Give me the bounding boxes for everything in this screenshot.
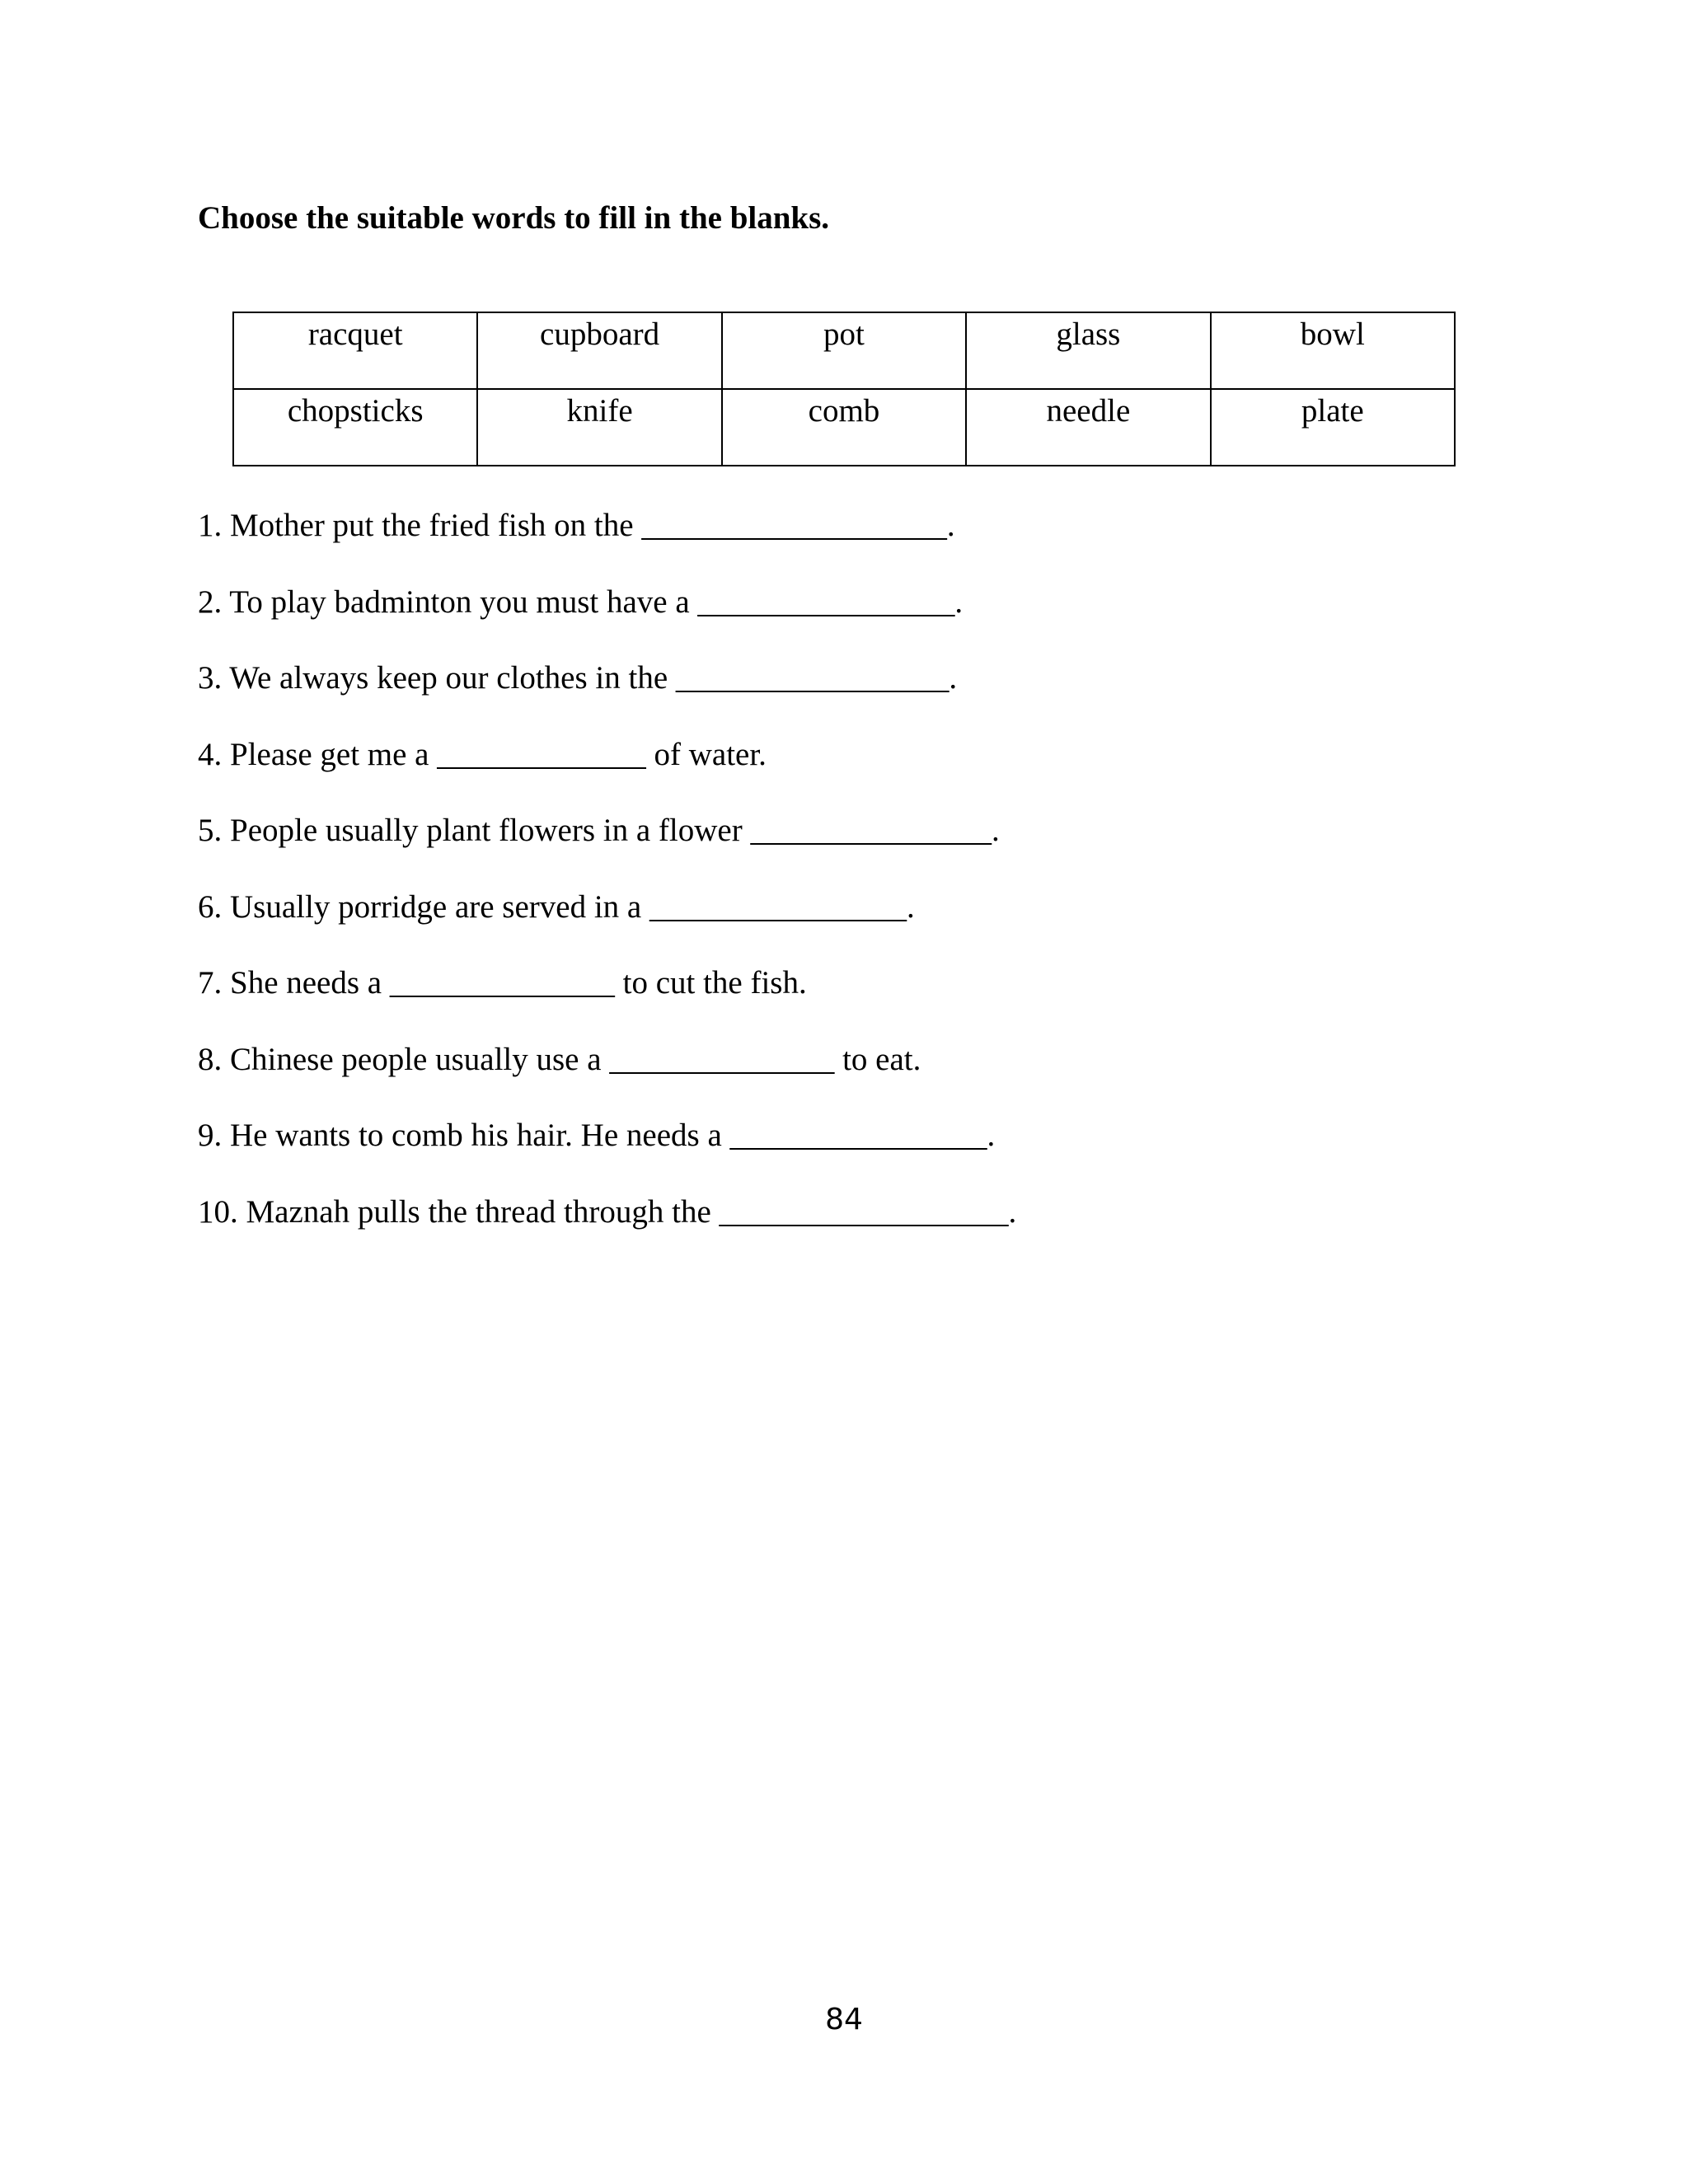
question-text-end: . — [987, 1118, 996, 1153]
question-item — [198, 582, 1016, 658]
question-text-end: . — [1008, 1193, 1017, 1230]
question-text: 8. Chinese people usually use a — [198, 1041, 610, 1077]
word-cell: pot — [722, 312, 966, 389]
question-item — [198, 1192, 1016, 1268]
word-cell: plate — [1211, 389, 1455, 466]
question-list — [198, 505, 1016, 1268]
question-item — [198, 810, 1016, 887]
word-cell: comb — [722, 389, 966, 466]
question-text-end: to cut the fish. — [614, 965, 807, 1001]
question-text: 2. To play badminton you must have a — [198, 583, 698, 620]
question-text: 1. Mother put the fried fish on the — [198, 508, 642, 543]
question-item — [198, 505, 1016, 582]
question-item — [198, 887, 1016, 963]
answer-blank[interactable]: _____________ — [437, 736, 646, 772]
question-text-end: . — [946, 508, 955, 543]
question-item — [198, 1115, 1016, 1192]
word-cell: needle — [966, 389, 1210, 466]
word-cell: chopsticks — [233, 389, 477, 466]
question-text: 7. She needs a — [198, 965, 390, 1001]
question-text-end: of water. — [645, 736, 767, 772]
question-text-end: . — [949, 660, 958, 696]
answer-blank[interactable]: ________________ — [649, 888, 907, 925]
question-text-end: . — [906, 888, 915, 925]
answer-blank[interactable]: ________________ — [729, 1118, 987, 1153]
word-box-row — [233, 389, 1455, 466]
answer-blank[interactable]: ______________ — [389, 965, 615, 1001]
page-number: 84 — [825, 2003, 863, 2036]
question-text-end: . — [991, 813, 1000, 848]
word-cell: knife — [477, 389, 721, 466]
question-text: 4. Please get me a — [198, 736, 438, 772]
answer-blank[interactable]: __________________ — [719, 1193, 1009, 1230]
question-text: 6. Usually porridge are served in a — [198, 888, 649, 925]
question-item — [198, 658, 1016, 734]
word-box-table — [232, 312, 1456, 466]
question-item — [198, 734, 1016, 811]
word-cell: glass — [966, 312, 1210, 389]
question-text: 3. We always keep our clothes in the — [198, 660, 676, 696]
word-cell: cupboard — [477, 312, 721, 389]
question-text: 10. Maznah pulls the thread through the — [198, 1193, 720, 1230]
worksheet-instructions: Choose the suitable words to fill in the blanks. — [198, 200, 830, 236]
question-text: 5. People usually plant flowers in a flower — [198, 813, 751, 848]
word-box-row — [233, 312, 1455, 389]
word-cell: bowl — [1211, 312, 1455, 389]
answer-blank[interactable]: _________________ — [675, 660, 950, 696]
answer-blank[interactable]: ______________ — [609, 1041, 835, 1077]
question-text-end: . — [954, 583, 964, 620]
question-text: 9. He wants to comb his hair. He needs a — [198, 1118, 730, 1153]
word-cell: racquet — [233, 312, 477, 389]
question-text-end: to eat. — [834, 1041, 921, 1077]
answer-blank[interactable]: ___________________ — [641, 508, 947, 543]
question-item — [198, 963, 1016, 1039]
answer-blank[interactable]: ________________ — [697, 583, 955, 620]
question-item — [198, 1039, 1016, 1116]
answer-blank[interactable]: _______________ — [750, 813, 992, 848]
